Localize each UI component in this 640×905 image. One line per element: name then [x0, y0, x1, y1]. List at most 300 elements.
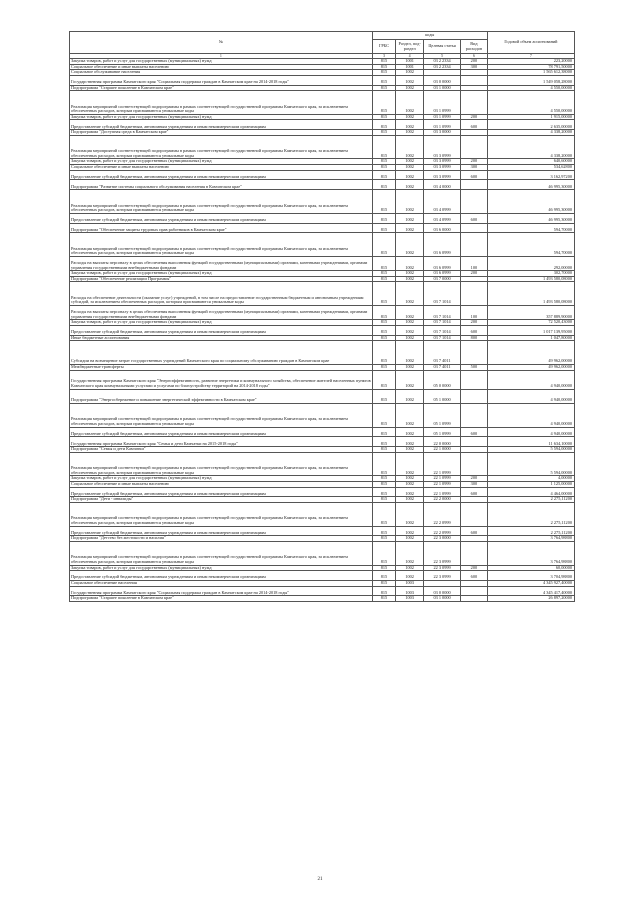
table-row — [70, 180, 575, 190]
row-amount: 4 940,00000 — [487, 389, 574, 403]
row-name: Закупка товаров, работ и услуг для государственных (муниципальных) нужд — [70, 271, 373, 277]
row-razdel: 1002 — [396, 452, 424, 476]
row-expense-type: 200 — [460, 114, 487, 120]
row-grbs: 815 — [372, 190, 395, 214]
row-grbs: 815 — [372, 59, 395, 65]
row-name: Расходы на обеспечение деятельности (оказание услуг) учреждений, в том числе на предоставление государственным бюджетным и автономным учреждениям субсидий, за исключением обеспеченных расходов, которым присваиваются уникальные коды — [70, 282, 373, 306]
row-razdel: 1002 — [396, 571, 424, 581]
row-target-article: 22 1 0999 — [424, 487, 461, 497]
row-razdel: 1002 — [396, 114, 424, 120]
row-amount: 11 634,10000 — [487, 437, 574, 447]
row-target-article: 22 3 0999 — [424, 541, 461, 565]
row-expense-type: 600 — [460, 571, 487, 581]
row-expense-type — [460, 180, 487, 190]
row-amount: 4 550,00000 — [487, 91, 574, 115]
row-target-article: 03 4 0000 — [424, 180, 461, 190]
row-expense-type: 100 — [460, 256, 487, 270]
table-row — [70, 370, 575, 389]
row-grbs: 815 — [372, 497, 395, 503]
row-amount: 1 125,00000 — [487, 482, 574, 488]
row-razdel: 1002 — [396, 170, 424, 180]
row-amount: 1 047,80000 — [487, 335, 574, 341]
page-number: 21 — [317, 877, 323, 882]
row-name: Реализация мероприятий соответствующей подпрограммы в рамках соответствующей государственной программы Камчатского края, за исключением обеспеченных расходов, которым присваиваются уникальные коды — [70, 233, 373, 257]
row-name: Социальное обеспечение и иные выплаты населению — [70, 64, 373, 70]
row-razdel: 1002 — [396, 370, 424, 389]
row-target-article: 22 1 0999 — [424, 482, 461, 488]
table-row — [70, 389, 575, 403]
row-name: Расходы на выплаты персоналу в целях обеспечения выполнения функций государственными (муниципальными) органами, казенными учреждениями, органами управления государственными внебюджетными фондами — [70, 306, 373, 320]
row-expense-type: 300 — [460, 164, 487, 170]
row-amount: 4 345 417,40000 — [487, 586, 574, 596]
row-name: Социальное обеспечение населения — [70, 580, 373, 586]
row-razdel: 1002 — [396, 70, 424, 76]
row-target-article: 22 2 0999 — [424, 502, 461, 526]
row-razdel: 1002 — [396, 130, 424, 136]
table-row — [70, 404, 575, 428]
row-razdel: 1002 — [396, 502, 424, 526]
row-razdel: 1001 — [396, 59, 424, 65]
row-target-article: 22 3 0999 — [424, 571, 461, 581]
row-expense-type — [460, 586, 487, 596]
row-razdel: 1002 — [396, 75, 424, 85]
row-name: Государственная программа Камчатского края "Семья и дети Камчатки на 2015-2018 годы" — [70, 437, 373, 447]
row-amount: 4 940,00000 — [487, 427, 574, 437]
row-name: Предоставление субсидий бюджетным, автономным учреждениям и иным некоммерческим организациям — [70, 487, 373, 497]
row-grbs: 815 — [372, 120, 395, 130]
row-expense-type: 600 — [460, 120, 487, 130]
row-razdel: 1002 — [396, 190, 424, 214]
row-amount: 2 275,11200 — [487, 502, 574, 526]
row-razdel: 1002 — [396, 536, 424, 542]
row-amount: 72 520,43000 — [487, 320, 574, 326]
row-name: Подпрограмма "Детство без жестокости и насилия" — [70, 536, 373, 542]
row-razdel: 1002 — [396, 85, 424, 91]
table-row — [70, 282, 575, 306]
row-razdel: 1002 — [396, 213, 424, 223]
row-amount: 4,00000 — [487, 476, 574, 482]
table-row — [70, 437, 575, 447]
row-grbs: 815 — [372, 389, 395, 403]
row-grbs: 815 — [372, 341, 395, 365]
row-razdel: 1002 — [396, 223, 424, 233]
row-name: Предоставление субсидий бюджетным, автономным учреждениям и иным некоммерческим организациям — [70, 170, 373, 180]
row-expense-type — [460, 341, 487, 365]
row-grbs: 815 — [372, 487, 395, 497]
row-target-article: 03 6 0999 — [424, 233, 461, 257]
row-amount: 302,70000 — [487, 271, 574, 277]
row-grbs: 815 — [372, 536, 395, 542]
row-target-article: 03 6 0000 — [424, 223, 461, 233]
row-target-article: 03 3 0999 — [424, 170, 461, 180]
row-expense-type: 300 — [460, 64, 487, 70]
row-grbs: 815 — [372, 427, 395, 437]
row-expense-type — [460, 190, 487, 214]
row-grbs: 815 — [372, 114, 395, 120]
row-grbs: 815 — [372, 502, 395, 526]
codes-header: коды — [372, 32, 487, 40]
row-grbs: 815 — [372, 437, 395, 447]
row-amount: 594,70000 — [487, 223, 574, 233]
row-grbs: 815 — [372, 130, 395, 136]
row-target-article: 03 6 0999 — [424, 271, 461, 277]
row-amount: 2 275,11200 — [487, 526, 574, 536]
row-razdel: 1002 — [396, 326, 424, 336]
row-grbs: 815 — [372, 91, 395, 115]
row-name: Реализация мероприятий соответствующей подпрограммы в рамках соответствующей государственной программы Камчатского края, за исключением обеспеченных расходов, которым присваиваются уникальные коды — [70, 404, 373, 428]
row-name: Закупка товаров, работ и услуг для государственных (муниципальных) нужд — [70, 59, 373, 65]
row-name: Реализация мероприятий соответствующей подпрограммы в рамках соответствующей государственной программы Камчатского края, за исключением обеспеченных расходов, которым присваиваются уникальные коды — [70, 502, 373, 526]
row-target-article: 22 1 0999 — [424, 476, 461, 482]
row-target-article: 03 3 0999 — [424, 159, 461, 165]
row-name: Подпрограмма "Семья и дети Камчатки" — [70, 447, 373, 453]
row-razdel: 1002 — [396, 341, 424, 365]
row-razdel: 1002 — [396, 565, 424, 571]
row-expense-type — [460, 75, 487, 85]
row-amount: 292,00000 — [487, 256, 574, 270]
row-expense-type: 600 — [460, 427, 487, 437]
row-name: Иные бюджетные ассигнования — [70, 335, 373, 341]
row-target-article: 22 3 0000 — [424, 536, 461, 542]
row-name: Субсидии на возмещение затрат государственных учреждений Камчатского края по социальному обслуживанию граждан в Камчатском крае — [70, 341, 373, 365]
table-row — [70, 256, 575, 270]
row-name: Реализация мероприятий соответствующей подпрограммы в рамках соответствующей государственной программы Камчатского края, за исключением обеспеченных расходов, которым присваиваются уникальные коды — [70, 190, 373, 214]
row-razdel: 1002 — [396, 276, 424, 282]
row-amount: 4 338,20000 — [487, 130, 574, 136]
table-row — [70, 170, 575, 180]
row-name: Социальное обслуживание населения — [70, 70, 373, 76]
row-expense-type — [460, 233, 487, 257]
row-grbs: 815 — [372, 306, 395, 320]
row-razdel: 1002 — [396, 437, 424, 447]
row-amount: 1 017 139,95000 — [487, 326, 574, 336]
row-razdel: 1002 — [396, 120, 424, 130]
row-expense-type — [460, 596, 487, 602]
row-target-article: 22 1 0999 — [424, 452, 461, 476]
row-amount: 78 791,50000 — [487, 64, 574, 70]
row-amount: 3 764,98800 — [487, 541, 574, 565]
row-razdel: 1001 — [396, 64, 424, 70]
row-name: Расходы на выплаты персоналу в целях обеспечения выполнения функций государственными (муниципальными) органами, казенными учреждениями, органами управления государственными внебюджетными фондами — [70, 256, 373, 270]
budget-page — [69, 31, 575, 602]
row-name: Подпрограмма "Развитие системы социального обслуживания населения в Камчатском крае" — [70, 180, 373, 190]
row-target-article: 22 1 0000 — [424, 447, 461, 453]
row-amount: 49 962,00000 — [487, 365, 574, 371]
row-amount: 26 897,20000 — [487, 596, 574, 602]
row-name: Подпрограмма "Старшее поколение в Камчатском крае" — [70, 596, 373, 602]
table-row — [70, 526, 575, 536]
row-target-article: 22 0 0000 — [424, 437, 461, 447]
grbs-header: ГРБС — [372, 40, 395, 54]
row-expense-type — [460, 389, 487, 403]
row-target-article: 05 1 0000 — [424, 389, 461, 403]
row-amount: 4 550,00000 — [487, 85, 574, 91]
row-expense-type — [460, 370, 487, 389]
row-amount: 49 962,00000 — [487, 341, 574, 365]
sum-header: Годовой объем ассигнований — [487, 32, 574, 54]
row-razdel: 1002 — [396, 91, 424, 115]
row-target-article: 05 0 0000 — [424, 370, 461, 389]
row-target-article: 03 6 0999 — [424, 256, 461, 270]
row-amount: 5 594,00000 — [487, 447, 574, 453]
table-row — [70, 306, 575, 320]
row-grbs: 815 — [372, 180, 395, 190]
row-name: Предоставление субсидий бюджетным, автономным учреждениям и иным некоммерческим организациям — [70, 427, 373, 437]
row-razdel: 1002 — [396, 526, 424, 536]
row-expense-type: 200 — [460, 476, 487, 482]
row-grbs: 815 — [372, 541, 395, 565]
row-target-article: 05 1 0999 — [424, 427, 461, 437]
row-amount: 4 464,00000 — [487, 487, 574, 497]
row-name: Предоставление субсидий бюджетным, автономным учреждениям и иным некоммерческим организациям — [70, 326, 373, 336]
col-num: 6 — [460, 54, 487, 59]
row-amount: 357 889,90000 — [487, 306, 574, 320]
row-target-article: 03 1 0000 — [424, 596, 461, 602]
row-grbs: 815 — [372, 213, 395, 223]
row-expense-type: 600 — [460, 326, 487, 336]
row-expense-type: 600 — [460, 526, 487, 536]
row-grbs: 815 — [372, 365, 395, 371]
row-name: Закупка товаров, работ и услуг для государственных (муниципальных) нужд — [70, 476, 373, 482]
row-amount: 4 940,00000 — [487, 404, 574, 428]
row-expense-type — [460, 135, 487, 159]
row-grbs: 815 — [372, 233, 395, 257]
row-amount: 1 493 580,08000 — [487, 276, 574, 282]
row-target-article: 03 2 2334 — [424, 64, 461, 70]
col-num: 7 — [487, 54, 574, 59]
row-grbs: 815 — [372, 256, 395, 270]
row-name: Подпрограмма "Дети - инвалиды" — [70, 497, 373, 503]
col-num: 1 — [70, 54, 373, 59]
row-target-article: 03 3 0999 — [424, 164, 461, 170]
row-name: Закупка товаров, работ и услуг для государственных (муниципальных) нужд — [70, 114, 373, 120]
row-amount: 60,00000 — [487, 565, 574, 571]
cs-header: Целевая статья — [424, 40, 461, 54]
row-grbs: 815 — [372, 447, 395, 453]
row-amount: 534,62800 — [487, 164, 574, 170]
table-row — [70, 502, 575, 526]
budget-table — [69, 31, 575, 602]
table-row — [70, 541, 575, 565]
row-grbs: 815 — [372, 526, 395, 536]
col-no-header: № — [70, 32, 373, 54]
row-target-article: 03 4 0999 — [424, 213, 461, 223]
table-row — [70, 75, 575, 85]
row-expense-type: 600 — [460, 487, 487, 497]
col-num: 5 — [424, 54, 461, 59]
row-amount: 1 915,00000 — [487, 114, 574, 120]
row-target-article: 03 1 0999 — [424, 120, 461, 130]
row-expense-type: 300 — [460, 482, 487, 488]
row-target-article: 03 1 0999 — [424, 114, 461, 120]
table-row — [70, 135, 575, 159]
row-target-article: 03 7 4011 — [424, 365, 461, 371]
row-razdel: 1002 — [396, 135, 424, 159]
row-razdel: 1002 — [396, 404, 424, 428]
row-amount: 3 704,98800 — [487, 571, 574, 581]
row-expense-type: 200 — [460, 159, 487, 165]
row-grbs: 815 — [372, 326, 395, 336]
table-row — [70, 596, 575, 602]
row-razdel: 1002 — [396, 164, 424, 170]
row-target-article: 03 3 0999 — [424, 135, 461, 159]
row-name: Закупка товаров, работ и услуг для государственных (муниципальных) нужд — [70, 320, 373, 326]
row-target-article: 03 7 1014 — [424, 320, 461, 326]
row-target-article: 03 0 0000 — [424, 75, 461, 85]
col-num: 3 — [372, 54, 395, 59]
row-name: Закупка товаров, работ и услуг для государственных (муниципальных) нужд — [70, 565, 373, 571]
row-razdel: 1003 — [396, 586, 424, 596]
row-amount: 4 338,20000 — [487, 135, 574, 159]
row-name: Социальное обеспечение и иные выплаты населению — [70, 482, 373, 488]
row-name: Государственная программа Камчатского края "Социальная поддержка граждан в Камчатском крае на 2014-2018 годы" — [70, 586, 373, 596]
row-grbs: 815 — [372, 370, 395, 389]
row-name: Реализация мероприятий соответствующей подпрограммы в рамках соответствующей государственной программы Камчатского края, за исключением обеспеченных расходов, которым присваиваются уникальные коды — [70, 91, 373, 115]
row-grbs: 815 — [372, 476, 395, 482]
row-target-article: 03 7 1014 — [424, 326, 461, 336]
row-grbs: 815 — [372, 596, 395, 602]
row-amount: 2 635,00000 — [487, 120, 574, 130]
row-expense-type — [460, 223, 487, 233]
row-razdel: 1002 — [396, 497, 424, 503]
table-row — [70, 120, 575, 130]
row-expense-type — [460, 282, 487, 306]
row-grbs: 815 — [372, 70, 395, 76]
row-expense-type: 200 — [460, 59, 487, 65]
row-name: Подпрограмма "Доступная среда в Камчатском крае" — [70, 130, 373, 136]
row-grbs: 815 — [372, 580, 395, 586]
table-header — [70, 32, 575, 59]
row-razdel: 1002 — [396, 541, 424, 565]
row-expense-type — [460, 502, 487, 526]
table-row — [70, 487, 575, 497]
row-name: Предоставление субсидий бюджетным, автономным учреждениям и иным некоммерческим организациям — [70, 526, 373, 536]
row-razdel: 1002 — [396, 476, 424, 482]
row-expense-type — [460, 541, 487, 565]
row-target-article: 22 2 0999 — [424, 526, 461, 536]
row-target-article: 22 3 0999 — [424, 565, 461, 571]
row-expense-type: 800 — [460, 335, 487, 341]
row-grbs: 815 — [372, 170, 395, 180]
row-razdel: 1002 — [396, 282, 424, 306]
row-name: Реализация мероприятий соответствующей подпрограммы в рамках соответствующей государственной программы Камчатского края, за исключением обеспеченных расходов, которым присваиваются уникальные коды — [70, 135, 373, 159]
row-amount: 3 162,97200 — [487, 170, 574, 180]
row-grbs: 815 — [372, 223, 395, 233]
row-grbs: 815 — [372, 75, 395, 85]
row-name: Государственная программа Камчатского края "Энергоэффективность, развитие энергетики и коммунального хозяйства, обеспечение жителей населенных пунктов Камчатского края коммунальными услугами и услугами по благоустройству территорий на 2014-2018 годы" — [70, 370, 373, 389]
row-razdel: 1003 — [396, 580, 424, 586]
row-name: Предоставление субсидий бюджетным, автономным учреждениям и иным некоммерческим организациям — [70, 120, 373, 130]
row-name: Подпрограмма "Энергосбережение и повышение энергетической эффективности в Камчатском крае" — [70, 389, 373, 403]
table-row — [70, 341, 575, 365]
row-name: Закупка товаров, работ и услуг для государственных (муниципальных) нужд — [70, 159, 373, 165]
table-row — [70, 213, 575, 223]
table-row — [70, 223, 575, 233]
row-target-article: 03 7 4011 — [424, 341, 461, 365]
row-razdel: 1002 — [396, 233, 424, 257]
row-razdel: 1002 — [396, 271, 424, 277]
row-name: Реализация мероприятий соответствующей подпрограммы в рамках соответствующей государственной программы Камчатского края, за исключением обеспеченных расходов, которым присваиваются уникальные коды — [70, 452, 373, 476]
row-target-article: 03 7 1014 — [424, 306, 461, 320]
row-target-article: 03 7 1014 — [424, 282, 461, 306]
row-amount: 3 764,98800 — [487, 536, 574, 542]
table-row — [70, 586, 575, 596]
row-expense-type: 600 — [460, 170, 487, 180]
row-amount: 4 940,00000 — [487, 370, 574, 389]
row-razdel: 1002 — [396, 256, 424, 270]
row-amount: 46 995,30000 — [487, 190, 574, 214]
table-body — [70, 59, 575, 602]
row-name: Подпрограмма "Обеспечение защиты трудовых прав работников в Камчатском крае" — [70, 223, 373, 233]
row-target-article: 03 2 2334 — [424, 59, 461, 65]
table-row — [70, 326, 575, 336]
row-expense-type — [460, 452, 487, 476]
row-grbs: 815 — [372, 276, 395, 282]
row-target-article: 22 2 0000 — [424, 497, 461, 503]
row-name: Предоставление субсидий бюджетным, автономным учреждениям и иным некоммерческим организациям — [70, 213, 373, 223]
row-razdel: 1002 — [396, 427, 424, 437]
row-grbs: 815 — [372, 271, 395, 277]
row-razdel: 1002 — [396, 159, 424, 165]
row-grbs: 815 — [372, 335, 395, 341]
row-target-article: 03 7 0000 — [424, 276, 461, 282]
row-amount: 46 995,30000 — [487, 180, 574, 190]
row-grbs: 815 — [372, 452, 395, 476]
row-grbs: 815 — [372, 320, 395, 326]
row-name: Межбюджетные трансферты — [70, 365, 373, 371]
row-amount: 1 493 580,08000 — [487, 282, 574, 306]
row-expense-type: 100 — [460, 306, 487, 320]
vr-header: Вид расходов — [460, 40, 487, 54]
row-razdel: 1002 — [396, 306, 424, 320]
table-row — [70, 427, 575, 437]
row-target-article: 03 3 0000 — [424, 130, 461, 136]
row-grbs: 815 — [372, 565, 395, 571]
row-grbs: 815 — [372, 135, 395, 159]
row-razdel: 1003 — [396, 596, 424, 602]
row-expense-type: 600 — [460, 213, 487, 223]
row-target-article: 03 1 0999 — [424, 91, 461, 115]
row-grbs: 815 — [372, 159, 395, 165]
row-grbs: 815 — [372, 482, 395, 488]
row-name: Социальное обеспечение и иные выплаты населению — [70, 164, 373, 170]
row-amount: 594,70000 — [487, 233, 574, 257]
row-target-article: 03 0 0000 — [424, 586, 461, 596]
row-amount: 4 345 927,40000 — [487, 580, 574, 586]
row-amount: 2 275,11200 — [487, 497, 574, 503]
row-razdel: 1002 — [396, 482, 424, 488]
row-razdel: 1002 — [396, 180, 424, 190]
row-expense-type — [460, 404, 487, 428]
row-expense-type: 500 — [460, 365, 487, 371]
row-amount: 46 995,30000 — [487, 213, 574, 223]
row-razdel: 1002 — [396, 447, 424, 453]
row-expense-type: 200 — [460, 320, 487, 326]
table-row — [70, 452, 575, 476]
row-razdel: 1002 — [396, 365, 424, 371]
row-target-article: 05 1 0999 — [424, 404, 461, 428]
row-name: Подпрограмма "Старшее поколение в Камчатском крае" — [70, 85, 373, 91]
row-name: Реализация мероприятий соответствующей подпрограммы в рамках соответствующей государственной программы Камчатского края, за исключением обеспеченных расходов, которым присваиваются уникальные коды — [70, 541, 373, 565]
razdel-header: Раздел, под-раздел — [396, 40, 424, 54]
row-razdel: 1002 — [396, 487, 424, 497]
row-expense-type: 200 — [460, 565, 487, 571]
row-name: Предоставление субсидий бюджетным, автономным учреждениям и иным некоммерческим организациям — [70, 571, 373, 581]
row-razdel: 1002 — [396, 389, 424, 403]
table-row — [70, 233, 575, 257]
row-grbs: 815 — [372, 164, 395, 170]
row-name: Государственная программа Камчатского края "Социальная поддержка граждан в Камчатском крае на 2014-2018 годы" — [70, 75, 373, 85]
